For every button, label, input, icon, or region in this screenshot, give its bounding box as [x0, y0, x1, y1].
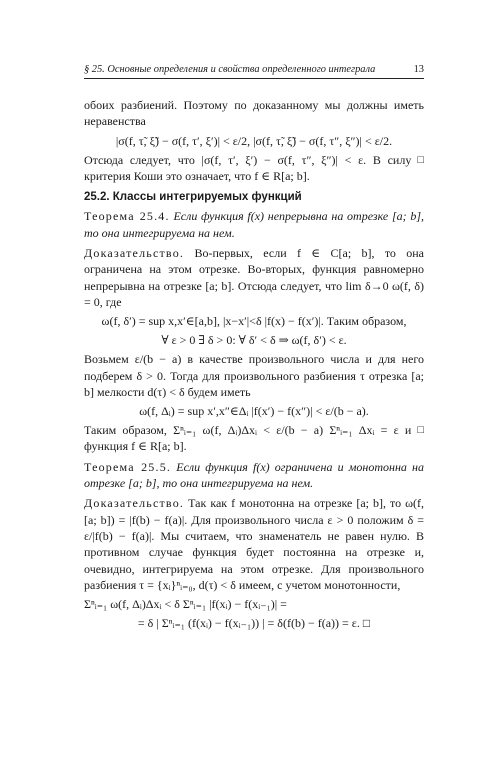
running-header [84, 64, 424, 79]
formula-1: |σ(f, τ̃, ξ̃) − σ(f, τ′, ξ′)| < ε/2, |σ(f, τ̃, ξ̃) − σ(f, τ″, ξ″)| < ε/2. [115, 133, 393, 148]
paragraph-4 [84, 422, 424, 455]
page-body [84, 97, 424, 634]
page-number: 13 [413, 64, 424, 75]
formula-5: Σⁿᵢ₌₁ ω(f, Δᵢ)Δxᵢ < δ Σⁿᵢ₌₁ |f(xᵢ) − f(xᵢ₋₁)| = [84, 597, 287, 612]
header-title: § 25. Основные определения и свойства определенного интеграла [84, 64, 376, 75]
paragraph-1: обоих разбиений. Поэтому по доказанному мы должны иметь неравенства [84, 98, 424, 129]
theorem-25-5-label: Теорема 25.5. [84, 459, 172, 474]
qed-mark: □ [417, 424, 424, 437]
proof-1-text: Во-первых, если f ∈ C[a; b], то она ограничена на этом отрезке. Во-вторых, функция равномерно непрерывна на отрезке [a; b]. Отсюда следует, что lim δ→0 ω(f, δ) = 0, где [84, 246, 424, 309]
proof-1 [84, 245, 424, 310]
theorem-25-4-text: Если функция f(x) непрерывна на отрезке [a; b], то она интегрируема на нем. [84, 209, 425, 240]
theorem-25-4-label: Теорема 25.4. [84, 209, 170, 224]
paragraph-3: Возьмем ε/(b − a) в качестве произвольного числа и для него подберем δ > 0. Тогда для произвольного разбиения τ отрезка [a; b] мелкости d(τ) < δ будем иметь [84, 352, 424, 399]
qed-mark: □ [417, 153, 424, 166]
paragraph-2-text: Отсюда следует, что |σ(f, τ′, ξ′) − σ(f, τ″, ξ″)| < ε. В силу критерия Коши это означает, что f ∈ R[a; b]. [84, 152, 412, 183]
qed-mark: □ [362, 616, 371, 631]
paragraph-2 [84, 152, 424, 185]
formula-3: ∀ ε > 0 ∃ δ > 0: ∀ δ′ < δ ⇒ ω(f, δ′) < ε. [161, 333, 347, 348]
theorem-25-4 [84, 208, 424, 241]
proof-2-text: Так как f монотонна на отрезке [a; b], то ω(f, [a; b]) = |f(b) − f(a)|. Для произвольного числа ε > 0 положим δ = ε/|f(b) − f(a)|. Мы считаем, что знаменатель не равен нулю. В противном случае функция будет постоянна на отрезке и, очевидно, интегрируема на этом отрезке. Для произвольного разбиения τ = {xᵢ}ⁿᵢ₌₀, d(τ) < δ имеем, с учетом монотонности, [84, 496, 425, 592]
formula-2: ω(f, δ′) = sup x,x′∈[a,b], |x−x′|<δ |f(x) − f(x′)|. Таким образом, [101, 314, 407, 329]
proof-1-label: Доказательство. [84, 246, 185, 261]
proof-2 [84, 495, 424, 593]
theorem-25-5-text: Если функция f(x) ограничена и монотонна на отрезке [a; b], то она интегрируема на нем. [84, 459, 424, 491]
formula-4: ω(f, Δᵢ) = sup x′,x″∈Δᵢ |f(x′) − f(x″)| < ε/(b − a). [139, 404, 369, 419]
paragraph-4-text: Таким образом, Σⁿᵢ₌₁ ω(f, Δᵢ)Δxᵢ < ε/(b − a) Σⁿᵢ₌₁ Δxᵢ = ε и функция f ∈ R[a; b]. [84, 423, 412, 454]
formula-6-text: = δ | Σⁿᵢ₌₁ (f(xᵢ) − f(xᵢ₋₁)) | = δ(f(b) − f(a)) = ε. [137, 616, 360, 631]
section-title: 25.2. Классы интегрируемых функций [84, 191, 302, 204]
formula-6 [84, 615, 424, 631]
theorem-25-5 [84, 459, 424, 492]
proof-2-label: Доказательство. [84, 496, 185, 511]
